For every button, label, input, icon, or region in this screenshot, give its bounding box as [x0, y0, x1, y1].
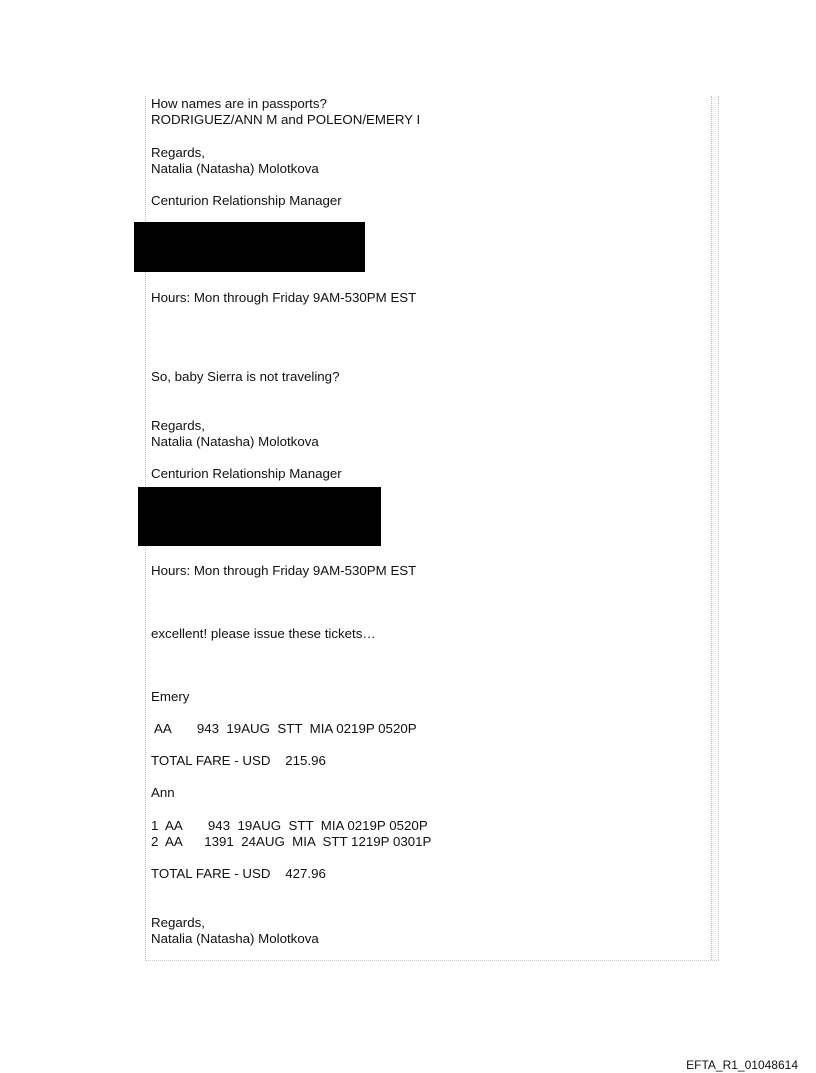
- hours-2: Hours: Mon through Friday 9AM-530PM EST: [151, 563, 417, 578]
- passenger-ann: Ann: [151, 785, 175, 800]
- emery-total-fare: TOTAL FARE - USD 215.96: [151, 753, 326, 768]
- ann-total-fare: TOTAL FARE - USD 427.96: [151, 866, 326, 881]
- regards-2: Regards,: [151, 418, 205, 433]
- signature-title-2: Centurion Relationship Manager: [151, 466, 342, 481]
- passport-question: How names are in passports?: [151, 96, 327, 111]
- passenger-emery: Emery: [151, 689, 190, 704]
- redaction-2: [138, 487, 381, 546]
- signature-name-1: Natalia (Natasha) Molotkova: [151, 161, 319, 176]
- sierra-question: So, baby Sierra is not traveling?: [151, 369, 340, 384]
- ann-flight-segment-1: 1 AA 943 19AUG STT MIA 0219P 0520P: [151, 818, 428, 833]
- hours-1: Hours: Mon through Friday 9AM-530PM EST: [151, 290, 417, 305]
- signature-title-1: Centurion Relationship Manager: [151, 193, 342, 208]
- bates-number: EFTA_R1_01048614: [686, 1058, 798, 1072]
- issue-tickets-request: excellent! please issue these tickets…: [151, 626, 376, 641]
- frame-scrollbar-edge: [711, 96, 719, 960]
- passport-names: RODRIGUEZ/ANN M and POLEON/EMERY I: [151, 112, 421, 127]
- ann-flight-segment-2: 2 AA 1391 24AUG MIA STT 1219P 0301P: [151, 834, 432, 849]
- signature-name-3: Natalia (Natasha) Molotkova: [151, 931, 319, 946]
- redaction-1: [134, 222, 365, 272]
- signature-name-2: Natalia (Natasha) Molotkova: [151, 434, 319, 449]
- emery-flight-segment: AA 943 19AUG STT MIA 0219P 0520P: [151, 721, 417, 736]
- regards-1: Regards,: [151, 145, 205, 160]
- regards-3: Regards,: [151, 915, 205, 930]
